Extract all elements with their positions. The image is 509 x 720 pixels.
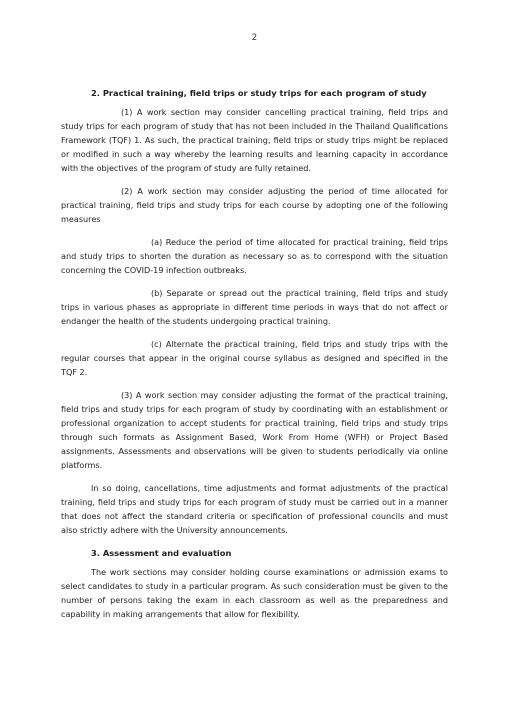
section-2-paragraph-3: (3) A work section may consider adjusting the format of the practical training, field trips and study trips for each program of study by coordinating with an establishment or professional organization to accept students for practical training, field trips and study trips through such formats as Assignment Based, Work From Home (WFH) or Project Based assignments. Assessments and observations will be given to students periodically via online platforms. (61, 390, 448, 470)
section-2-heading: 2. Practical training, field trips or study trips for each program of study (91, 88, 427, 98)
section-3-heading: 3. Assessment and evaluation (91, 548, 232, 558)
section-2-item-b: (b) Separate or spread out the practical training, field trips and study trips in various phases as appropriate in different time periods in ways that do not affect or endanger the health of the students undergoing practical training. (61, 288, 448, 326)
page-number: 2 (251, 33, 258, 43)
section-2-item-c: (c) Alternate the practical training, field trips and study trips with the regular courses that appear in the original course syllabus as designed and specified in the TQF 2. (61, 339, 448, 377)
section-3-paragraph-1: The work sections may consider holding course examinations or admission exams to select candidates to study in a particular program. As such consideration must be given to the number of persons taking the exam in each classroom as well as the preparedness and capability in making arrangements that allow for flexibility. (61, 567, 448, 619)
section-2-item-a: (a) Reduce the period of time allocated for practical training, field trips and study trips to shorten the duration as necessary so as to correspond with the situation concerning the COVID-19 infection outbreaks. (61, 237, 448, 275)
section-2-paragraph-4: In so doing, cancellations, time adjustments and format adjustments of the practical training, field trips and study trips for each program of study must be carried out in a manner that does not affect the standard criteria or specification of professional councils and must also strictly adhere with the University announcements. (61, 483, 448, 535)
document-body (61, 86, 448, 630)
section-2-paragraph-1: (1) A work section may consider cancelling practical training, field trips and study trips for each program of study that has not been included in the Thailand Qualifications Framework (TQF) 1. As such, the practical training, field trips or study trips might be replaced or modified in such a way whereby the learning results and learning capacity in accordance with the objectives of the program of study are fully retained. (61, 107, 448, 173)
section-2-paragraph-2: (2) A work section may consider adjusting the period of time allocated for practical training, field trips and study trips for each course by adopting one of the following measures (61, 186, 448, 224)
